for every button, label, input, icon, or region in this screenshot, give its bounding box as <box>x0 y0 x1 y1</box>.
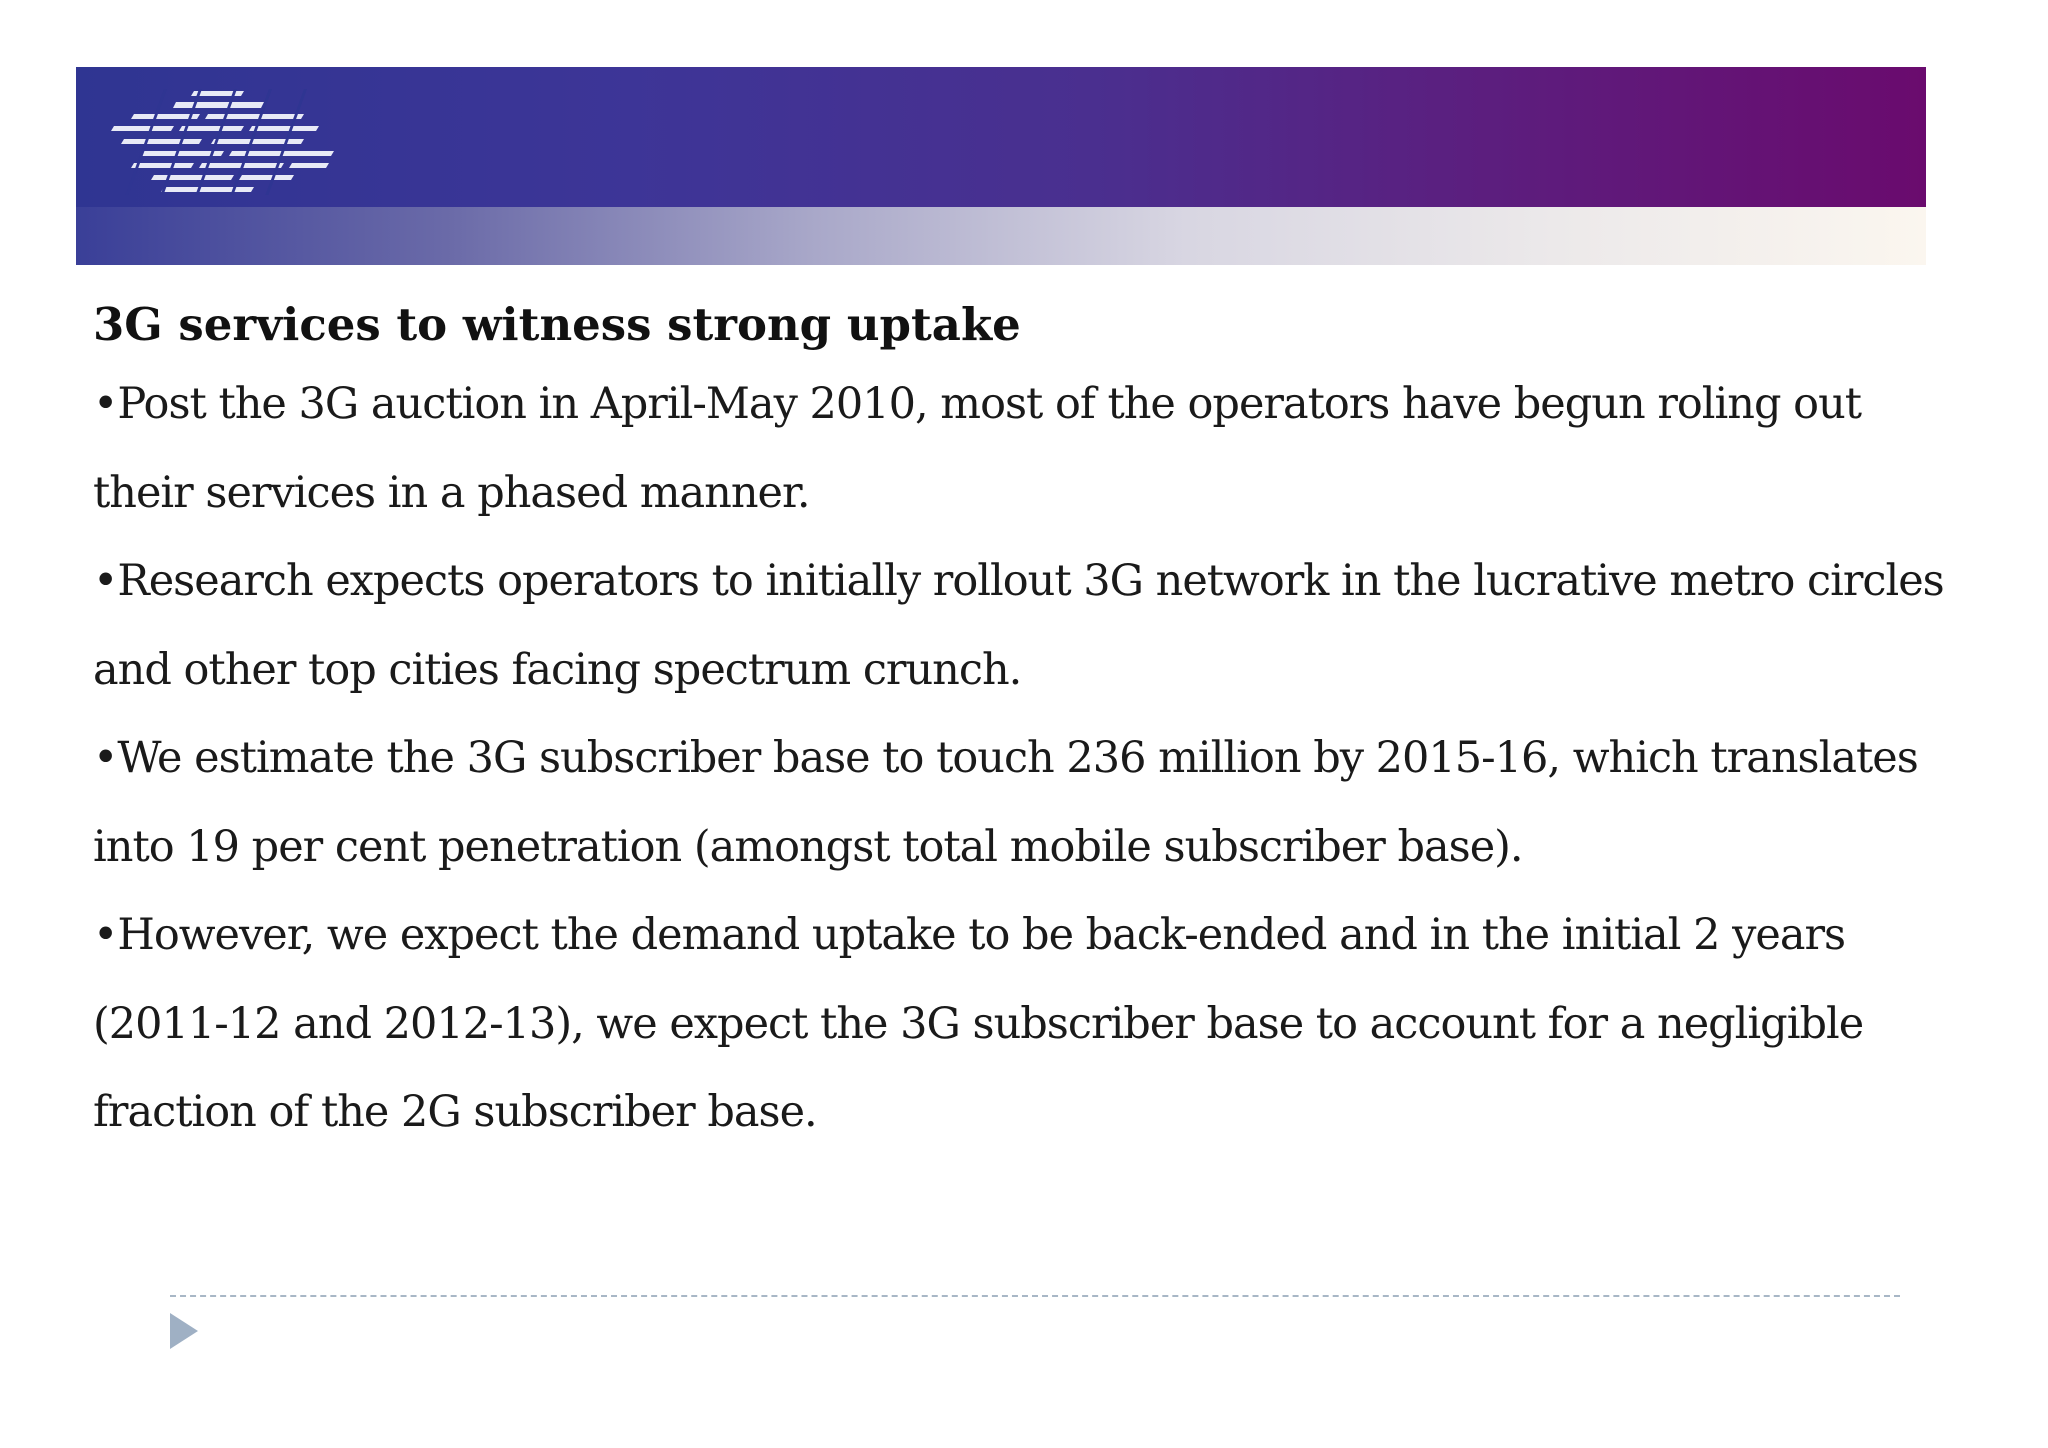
triangle-arrow-icon <box>170 1313 198 1349</box>
header-banner <box>76 67 1926 265</box>
bullet-2: •Research expects operators to initially rollout 3G network in the lucrative metro circles and other top cities facing spectrum crunch. <box>93 556 1944 695</box>
bullet-1: •Post the 3G auction in April-May 2010, most of the operators have begun roling out their services in a phased manner. <box>93 379 1862 518</box>
slide-heading: 3G services to witness strong uptake <box>93 298 1021 351</box>
banner-gradient-top <box>76 67 1926 207</box>
bullet-3: •We estimate the 3G subscriber base to touch 236 million by 2015-16, which translates into 19 per cent penetration (amongst total mobile subscriber base). <box>93 733 1918 872</box>
slide-body <box>93 290 1973 1157</box>
striped-logo-icon <box>104 89 334 195</box>
footer-divider <box>170 1295 1900 1297</box>
banner-gradient-bottom <box>76 207 1926 265</box>
bullet-4: •However, we expect the demand uptake to be back-ended and in the initial 2 years (2011-12 and 2012-13), we expect the 3G subscriber base to account for a negligible fraction of the 2G subscriber base. <box>93 910 1864 1137</box>
